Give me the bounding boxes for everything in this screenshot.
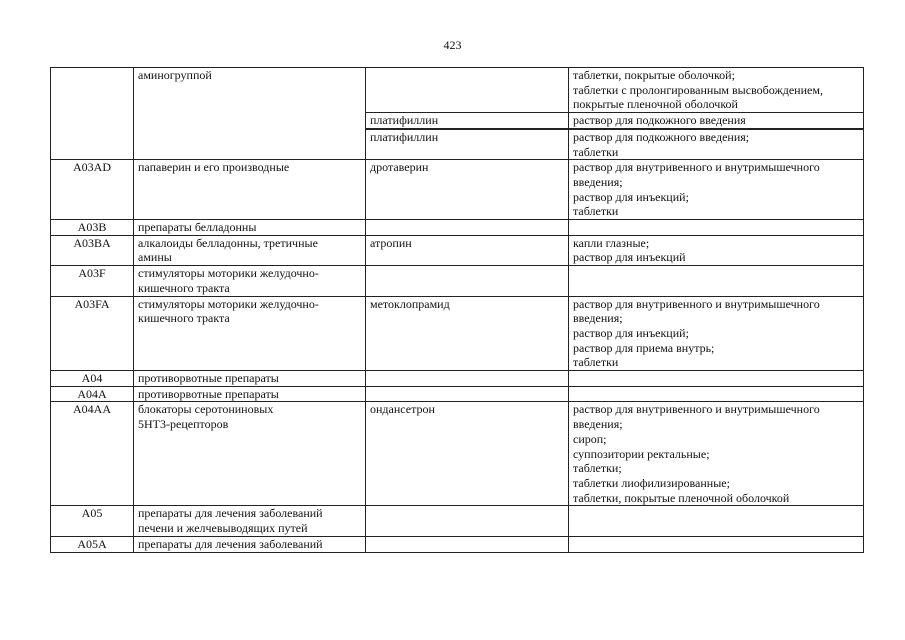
table-row — [51, 235, 864, 265]
drug-name-cell — [366, 386, 569, 402]
dosage-form-cell — [569, 266, 864, 296]
drug-name-cell: атропин — [366, 235, 569, 265]
table-row — [51, 68, 864, 113]
dosage-form-cell: раствор для внутривенного и внутримышечного введения; сироп; суппозитории ректальные; таблетки; таблетки лиофилизированные; таблетки, покрытые пленочной оболочкой — [569, 402, 864, 506]
medicines-table — [50, 67, 864, 553]
table-row — [51, 296, 864, 371]
dosage-form-cell — [569, 536, 864, 552]
table-row — [51, 266, 864, 296]
group-name-cell: препараты для лечения заболеваний печени и желчевыводящих путей — [134, 506, 366, 536]
dosage-form-cell — [569, 506, 864, 536]
dosage-form-cell — [569, 371, 864, 387]
table-row — [51, 220, 864, 236]
dosage-form-cell: капли глазные; раствор для инъекций — [569, 235, 864, 265]
dosage-form-cell: таблетки, покрытые оболочкой; таблетки с пролонгированным высвобождением, покрытые пленочной оболочкой — [569, 68, 864, 113]
drug-name-cell — [366, 220, 569, 236]
dosage-form-cell: раствор для подкожного введения — [569, 113, 864, 129]
atc-code-cell: A03BA — [51, 235, 134, 265]
dosage-form-cell — [569, 220, 864, 236]
group-name-cell: алкалоиды белладонны, третичные амины — [134, 235, 366, 265]
table-row — [51, 402, 864, 506]
atc-code-cell: A04 — [51, 371, 134, 387]
dosage-form-cell — [569, 386, 864, 402]
drug-name-cell: метоклопрамид — [366, 296, 569, 371]
atc-code-cell: A03B — [51, 220, 134, 236]
drug-name-cell — [366, 536, 569, 552]
table-row — [51, 160, 864, 220]
atc-code-cell: A05A — [51, 536, 134, 552]
drug-name-cell — [366, 371, 569, 387]
drug-name-cell — [366, 266, 569, 296]
table-row — [51, 506, 864, 536]
group-name-cell: аминогруппой — [134, 68, 366, 160]
group-name-cell: блокаторы серотониновых 5HT3-рецепторов — [134, 402, 366, 506]
table-row — [51, 371, 864, 387]
drug-name-cell: платифиллин — [366, 129, 569, 160]
group-name-cell: стимуляторы моторики желудочно- кишечного тракта — [134, 266, 366, 296]
dosage-form-cell: раствор для подкожного введения; таблетки — [569, 129, 864, 160]
drug-name-cell — [366, 68, 569, 113]
drug-name-cell: ондансетрон — [366, 402, 569, 506]
atc-code-cell: A04A — [51, 386, 134, 402]
table-body — [51, 68, 864, 553]
table-row — [51, 386, 864, 402]
page-number: 423 — [443, 38, 462, 52]
atc-code-cell: A05 — [51, 506, 134, 536]
dosage-form-cell: раствор для внутривенного и внутримышечного введения; раствор для инъекций; раствор для приема внутрь; таблетки — [569, 296, 864, 371]
drug-name-cell: платифиллин — [366, 113, 569, 129]
drug-name-cell: дротаверин — [366, 160, 569, 220]
atc-code-cell: A03FA — [51, 296, 134, 371]
atc-code-cell: A03AD — [51, 160, 134, 220]
dosage-form-cell: раствор для внутривенного и внутримышечного введения; раствор для инъекций; таблетки — [569, 160, 864, 220]
group-name-cell: противорвотные препараты — [134, 371, 366, 387]
group-name-cell: стимуляторы моторики желудочно- кишечного тракта — [134, 296, 366, 371]
group-name-cell: противорвотные препараты — [134, 386, 366, 402]
group-name-cell: препараты для лечения заболеваний — [134, 536, 366, 552]
atc-code-cell — [51, 68, 134, 160]
atc-code-cell: A03F — [51, 266, 134, 296]
group-name-cell: препараты белладонны — [134, 220, 366, 236]
table-row — [51, 536, 864, 552]
drug-name-cell — [366, 506, 569, 536]
atc-code-cell: A04AA — [51, 402, 134, 506]
group-name-cell: папаверин и его производные — [134, 160, 366, 220]
